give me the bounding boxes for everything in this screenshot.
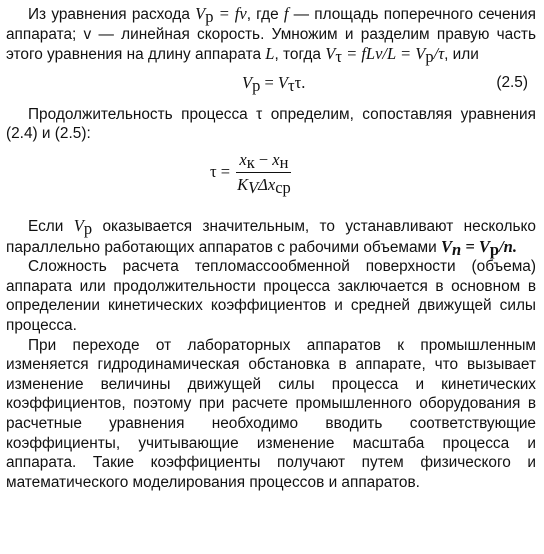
text-run: Если <box>28 217 74 235</box>
text-run: , где <box>246 6 284 23</box>
symbol-f: f <box>283 4 289 23</box>
text-run: Из уравнения расхода <box>28 6 190 23</box>
text-run: При переходе от лабораторных аппаратов к промышленным изменяется гидродинамическая обстановка в аппарате, что вызывает изменение величины движущей силы процесса и кинетических коэффициентов, поэтому при расчете промышленного оборудования в расчетные уравнения необходимо вводить соответствующие коэффициенты, учитывающие изменение масштаба процесса и аппарата. Такие коэффициенты получают путем физического и математического моделирования процессов и аппаратов. <box>6 336 536 491</box>
text-run: Сложность расчета тепломассообменной поверхности (объема) аппарата или продолжительности процесса заключается в основном в определении кинетических коэффициентов и средней движущей силы процесса. <box>6 258 536 334</box>
symbol-L: L <box>265 44 275 64</box>
equation-2-5 <box>6 65 536 101</box>
equation-tau-body <box>210 149 294 197</box>
document-page <box>6 4 536 492</box>
formula-flow: $V_р$ = fv <box>195 4 247 26</box>
text-run: — площадь поперечного сечения аппарата; v — линейная скорость. Умножим и разделим правую часть этого уравнения на длину аппарата <box>6 6 537 64</box>
equation-2-5-body: $V_р = V_\tau\tau$. <box>242 72 306 95</box>
paragraph-parallel: Если $V_р$ оказывается значительным, то устанавливают несколько параллельно работающих аппаратов с рабочими объемами $V_n = V_р/n$. <box>6 215 536 259</box>
fraction <box>234 149 294 197</box>
equation-tau <box>6 144 536 206</box>
paragraph-flow-rate <box>6 4 536 65</box>
paragraph-duration <box>6 105 536 144</box>
paragraph-scaling <box>6 336 536 493</box>
text-run: Продолжительность процесса τ определим, сопоставляя уравнения (2.4) и (2.5): <box>6 105 536 143</box>
fraction-numerator: $x_к - x_н$ <box>236 150 291 173</box>
text-run: оказывается значительным, то устанавливают несколько параллельно работающих аппаратов с рабочими объемами <box>6 217 536 256</box>
equation-number: (2.5) <box>496 73 528 91</box>
fraction-denominator: $K_V\Delta x_{ср}$ <box>237 174 291 197</box>
text-run: , тогда <box>274 46 326 64</box>
formula-volume: $V_\tau = fLv/L = V_р/\tau$ <box>325 44 445 67</box>
paragraph-complexity <box>6 257 536 335</box>
formula-vn: $V_n = V_р/n$. <box>441 236 517 259</box>
text-run: , или <box>444 46 479 64</box>
equation-tau-lhs: τ = <box>210 162 231 182</box>
